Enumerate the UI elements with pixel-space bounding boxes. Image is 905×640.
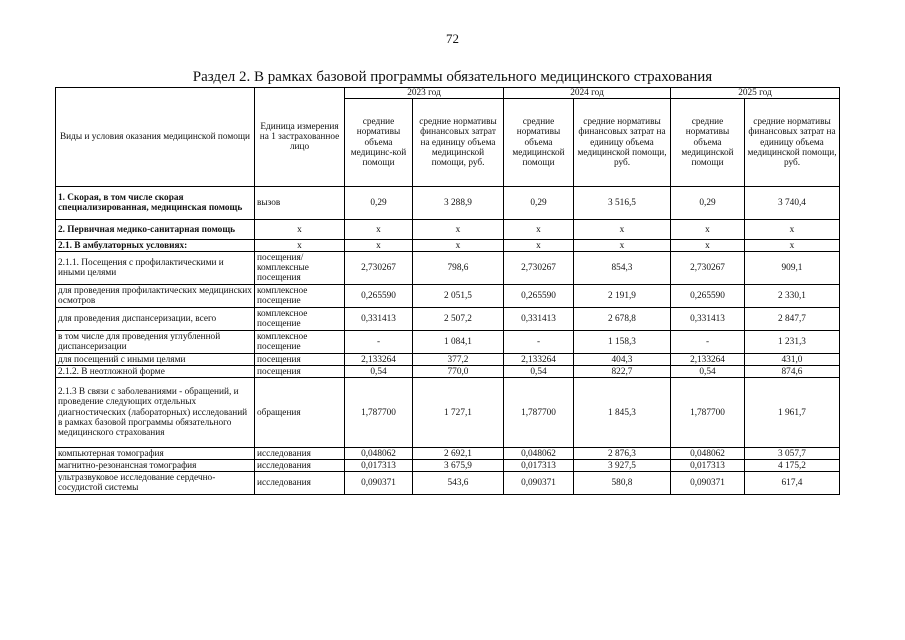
- row-unit: исследования: [255, 472, 345, 495]
- row-cost-2024: 2 876,3: [574, 448, 671, 460]
- row-volume-2023: 0,29: [345, 187, 413, 220]
- header-volume-2023: средние нормативы объема медицинс-кой помощи: [345, 99, 413, 187]
- row-name: 2.1. В амбулаторных условиях:: [56, 240, 255, 252]
- row-volume-2024: 0,54: [504, 366, 574, 378]
- row-unit: обращения: [255, 378, 345, 448]
- row-name: в том числе для проведения углубленной диспансеризации: [56, 331, 255, 354]
- row-cost-2025: 2 847,7: [745, 308, 840, 331]
- row-volume-2024: 2,133264: [504, 354, 574, 366]
- row-cost-2024: x: [574, 220, 671, 240]
- row-volume-2025: x: [671, 240, 745, 252]
- row-cost-2025: 431,0: [745, 354, 840, 366]
- table-row: [56, 448, 840, 460]
- row-name: 2. Первичная медико-санитарная помощь: [56, 220, 255, 240]
- header-year-2025: 2025 год: [671, 88, 840, 99]
- row-volume-2024: 0,331413: [504, 308, 574, 331]
- norms-table: [55, 87, 840, 495]
- row-volume-2023: 0,017313: [345, 460, 413, 472]
- row-volume-2025: 0,017313: [671, 460, 745, 472]
- row-cost-2025: 1 231,3: [745, 331, 840, 354]
- row-cost-2024: 2 678,8: [574, 308, 671, 331]
- row-unit: исследования: [255, 460, 345, 472]
- row-cost-2024: 1 158,3: [574, 331, 671, 354]
- header-cost-2023: средние нормативы финансовых затрат на единицу объема медицинской помощи, руб.: [413, 99, 504, 187]
- table-row: [56, 220, 840, 240]
- row-cost-2023: 2 507,2: [413, 308, 504, 331]
- table-row: [56, 285, 840, 308]
- row-cost-2023: 1 084,1: [413, 331, 504, 354]
- row-volume-2023: 1,787700: [345, 378, 413, 448]
- row-name: 2.1.1. Посещения с профилактическими и иными целями: [56, 252, 255, 285]
- row-volume-2025: 2,133264: [671, 354, 745, 366]
- row-volume-2024: 0,048062: [504, 448, 574, 460]
- row-cost-2023: 3 675,9: [413, 460, 504, 472]
- header-cost-2025: средние нормативы финансовых затрат на единицу объема медицинской помощи, руб.: [745, 99, 840, 187]
- row-volume-2024: 0,090371: [504, 472, 574, 495]
- row-cost-2024: 1 845,3: [574, 378, 671, 448]
- row-unit: комплексное посещение: [255, 308, 345, 331]
- table-row: [56, 240, 840, 252]
- row-unit: x: [255, 240, 345, 252]
- row-volume-2024: x: [504, 220, 574, 240]
- header-volume-2025: средние нормативы объема медицинской помощи: [671, 99, 745, 187]
- row-name: ультразвуковое исследование сердечно-сосудистой системы: [56, 472, 255, 495]
- row-volume-2023: 0,54: [345, 366, 413, 378]
- row-cost-2024: 822,7: [574, 366, 671, 378]
- row-volume-2023: 0,048062: [345, 448, 413, 460]
- row-cost-2023: 2 692,1: [413, 448, 504, 460]
- row-name: для посещений с иными целями: [56, 354, 255, 366]
- row-volume-2024: 0,29: [504, 187, 574, 220]
- row-cost-2023: x: [413, 220, 504, 240]
- row-cost-2023: x: [413, 240, 504, 252]
- row-unit: комплексное посещение: [255, 285, 345, 308]
- row-cost-2023: 3 288,9: [413, 187, 504, 220]
- row-volume-2025: 0,29: [671, 187, 745, 220]
- header-year-2023: 2023 год: [345, 88, 504, 99]
- row-volume-2024: x: [504, 240, 574, 252]
- row-volume-2025: 0,048062: [671, 448, 745, 460]
- table-row: [56, 366, 840, 378]
- row-unit: посещения/ комплексные посещения: [255, 252, 345, 285]
- row-volume-2025: 1,787700: [671, 378, 745, 448]
- row-cost-2025: 874,6: [745, 366, 840, 378]
- header-unit: Единица измерения на 1 застрахованное лицо: [255, 88, 345, 187]
- row-cost-2025: 2 330,1: [745, 285, 840, 308]
- table-row: [56, 354, 840, 366]
- table-row: [56, 472, 840, 495]
- row-name: магнитно-резонансная томография: [56, 460, 255, 472]
- row-volume-2025: -: [671, 331, 745, 354]
- row-name: 2.1.3 В связи с заболеваниями - обращений, и проведение следующих отдельных диагностических (лабораторных) исследований в рамках базовой программы обязательного медицинского страхования: [56, 378, 255, 448]
- row-volume-2023: -: [345, 331, 413, 354]
- table-row: [56, 378, 840, 448]
- row-volume-2024: 2,730267: [504, 252, 574, 285]
- row-cost-2025: 3 740,4: [745, 187, 840, 220]
- row-cost-2023: 377,2: [413, 354, 504, 366]
- row-unit: посещения: [255, 354, 345, 366]
- row-volume-2025: 2,730267: [671, 252, 745, 285]
- header-volume-2024: средние нормативы объема медицинской помощи: [504, 99, 574, 187]
- row-name: для проведения диспансеризации, всего: [56, 308, 255, 331]
- row-cost-2024: 2 191,9: [574, 285, 671, 308]
- header-cost-2024: средние нормативы финансовых затрат на единицу объема медицинской помощи, руб.: [574, 99, 671, 187]
- row-volume-2023: x: [345, 240, 413, 252]
- row-volume-2023: 2,730267: [345, 252, 413, 285]
- table-row: [56, 331, 840, 354]
- row-cost-2025: 4 175,2: [745, 460, 840, 472]
- row-cost-2023: 798,6: [413, 252, 504, 285]
- table-body: [56, 187, 840, 495]
- row-unit: исследования: [255, 448, 345, 460]
- row-volume-2023: x: [345, 220, 413, 240]
- row-volume-2023: 0,265590: [345, 285, 413, 308]
- row-volume-2025: 0,331413: [671, 308, 745, 331]
- table-row: [56, 460, 840, 472]
- page-number: 72: [446, 31, 459, 46]
- row-volume-2024: 0,265590: [504, 285, 574, 308]
- row-volume-2025: 0,090371: [671, 472, 745, 495]
- row-cost-2023: 2 051,5: [413, 285, 504, 308]
- row-cost-2023: 1 727,1: [413, 378, 504, 448]
- row-volume-2023: 0,090371: [345, 472, 413, 495]
- row-cost-2024: 3 927,5: [574, 460, 671, 472]
- header-year-2024: 2024 год: [504, 88, 671, 99]
- row-name: компьютерная томография: [56, 448, 255, 460]
- table-row: [56, 187, 840, 220]
- row-unit: вызов: [255, 187, 345, 220]
- row-cost-2025: 909,1: [745, 252, 840, 285]
- row-volume-2023: 2,133264: [345, 354, 413, 366]
- row-cost-2024: 3 516,5: [574, 187, 671, 220]
- row-unit: посещения: [255, 366, 345, 378]
- row-cost-2023: 770,0: [413, 366, 504, 378]
- row-cost-2024: x: [574, 240, 671, 252]
- table-row: [56, 252, 840, 285]
- row-cost-2024: 404,3: [574, 354, 671, 366]
- row-volume-2025: 0,265590: [671, 285, 745, 308]
- row-volume-2024: -: [504, 331, 574, 354]
- row-cost-2023: 543,6: [413, 472, 504, 495]
- row-cost-2025: 617,4: [745, 472, 840, 495]
- row-volume-2024: 1,787700: [504, 378, 574, 448]
- header-name: Виды и условия оказания медицинской помощи: [56, 88, 255, 187]
- row-volume-2023: 0,331413: [345, 308, 413, 331]
- row-name: 1. Скорая, в том числе скорая специализированная, медицинская помощь: [56, 187, 255, 220]
- row-cost-2025: 3 057,7: [745, 448, 840, 460]
- row-name: 2.1.2. В неотложной форме: [56, 366, 255, 378]
- section-title: Раздел 2. В рамках базовой программы обязательного медицинского страхования: [192, 69, 713, 85]
- row-name: для проведения профилактических медицинских осмотров: [56, 285, 255, 308]
- row-volume-2025: 0,54: [671, 366, 745, 378]
- row-volume-2025: x: [671, 220, 745, 240]
- row-cost-2025: 1 961,7: [745, 378, 840, 448]
- row-unit: x: [255, 220, 345, 240]
- row-unit: комплексное посещение: [255, 331, 345, 354]
- row-cost-2025: x: [745, 240, 840, 252]
- table-row: [56, 308, 840, 331]
- row-cost-2024: 580,8: [574, 472, 671, 495]
- row-cost-2025: x: [745, 220, 840, 240]
- row-cost-2024: 854,3: [574, 252, 671, 285]
- row-volume-2024: 0,017313: [504, 460, 574, 472]
